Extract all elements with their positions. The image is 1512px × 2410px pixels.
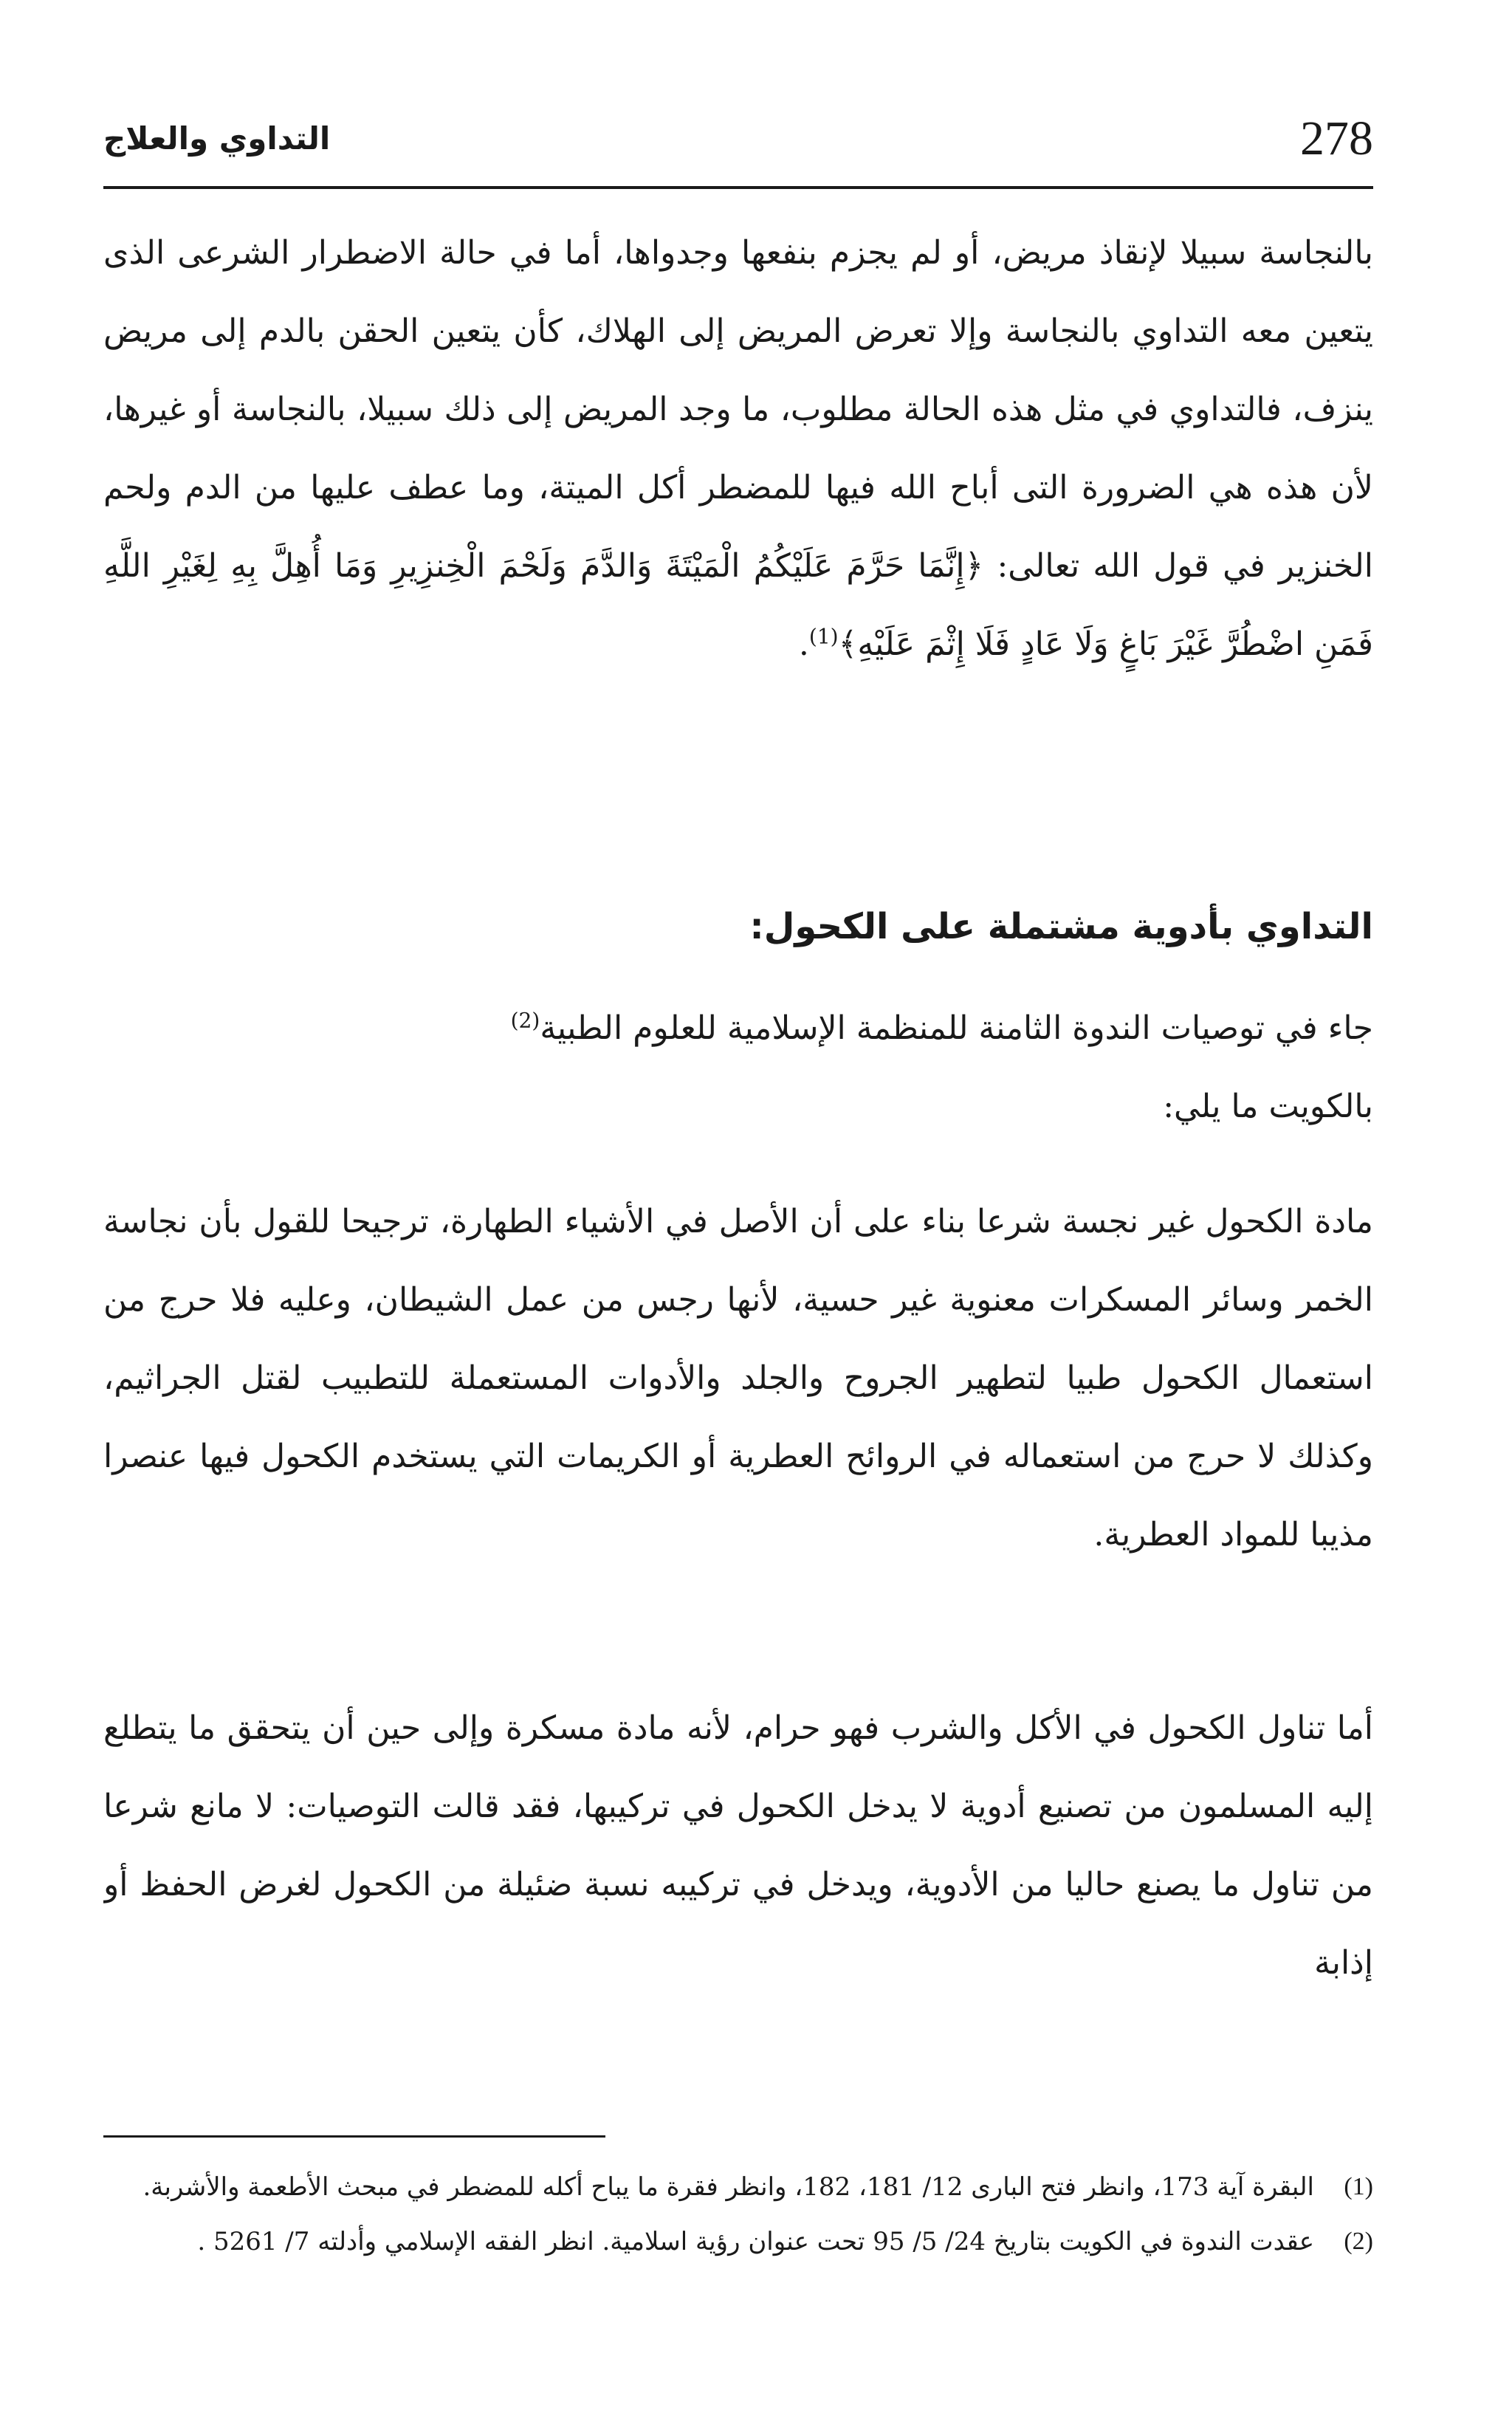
footnote-marker: (2) xyxy=(1344,2228,1373,2255)
footnote-marker: (1) xyxy=(1344,2173,1373,2200)
footnote-2 xyxy=(103,2218,1373,2265)
section-heading: التداوي بأدوية مشتملة على الكحول: xyxy=(749,906,1373,947)
paragraph-1-text: بالنجاسة سبيلا لإنقاذ مريض، أو لم يجزم بنفعها وجدواها، أما في حالة الاضطرار الشرعى الذى يتعين معه التداوي بالنجاسة وإلا تعرض المريض إلى الهلاك، كأن يتعين الحقن بالدم إلى مريض ينزف، فالتداوي في مثل هذه الحالة مطلوب، ما وجد المريض إلى ذلك سبيلا، بالنجاسة أو غيرها، لأن هذه هي الضرورة التى أباح الله فيها للمضطر أكل الميتة، وما عطف عليها من الدم ولحم الخنزير في قول الله تعالى: ﴿إِنَّمَا حَرَّمَ عَلَيْكُمُ الْمَيْتَةَ وَالدَّمَ وَلَحْمَ الْخِنزِيرِ وَمَا أُهِلَّ بِهِ لِغَيْرِ اللَّهِ فَمَنِ اضْطُرَّ غَيْرَ بَاغٍ وَلَا عَادٍ فَلَا إِثْمَ عَلَيْهِ﴾ xyxy=(103,234,1373,663)
footnote-text: عقدت الندوة في الكويت بتاريخ 24/ 5/ 95 تحت عنوان رؤية اسلامية. انظر الفقه الإسلامي وأدلته 7/ 5261 . xyxy=(197,2227,1314,2256)
page-header xyxy=(103,103,1373,192)
paragraph-4: أما تناول الكحول في الأكل والشرب فهو حرام، لأنه مادة مسكرة وإلى حين أن يتحقق ما يتطلع إليه المسلمون من تصنيع أدوية لا يدخل الكحول في تركيبها، فقد قالت التوصيات: لا مانع شرعا من تناول ما يصنع حاليا من الأدوية، ويدخل في تركيبه نسبة ضئيلة من الكحول لغرض الحفظ أو إذابة xyxy=(103,1709,1373,1982)
paragraph-2-text: جاء في توصيات الندوة الثامنة للمنظمة الإسلامية للعلوم الطبية xyxy=(540,1009,1373,1047)
paragraph-1 xyxy=(103,214,1373,827)
header-rule xyxy=(103,186,1373,189)
paragraph-2-end: بالكويت ما يلي: xyxy=(1163,1088,1373,1125)
footnotes xyxy=(103,2163,1373,2273)
footnote-ref-2[interactable]: (2) xyxy=(510,1008,540,1033)
page-number: 278 xyxy=(1300,111,1373,165)
footnote-rule xyxy=(103,2135,605,2138)
footnote-ref-1[interactable]: (1) xyxy=(808,624,839,649)
paragraph-1-end: . xyxy=(798,625,809,663)
running-title: التداوي والعلاج xyxy=(103,120,331,157)
paragraph-2 xyxy=(103,989,1373,1146)
footnote-text: البقرة آية 173، وانظر فتح البارى 12/ 181، 182، وانظر فقرة ما يباح أكله للمضطر في مبحث الأطعمة والأشربة. xyxy=(142,2172,1314,2202)
paragraph-3: مادة الكحول غير نجسة شرعا بناء على أن الأصل في الأشياء الطهارة، ترجيحا للقول بأن نجاسة الخمر وسائر المسكرات معنوية غير حسية، لأنها رجس من عمل الشيطان، وعليه فلا حرج من استعمال الكحول طبيا لتطهير الجروح والجلد والأدوات المستعملة للتطبيب لقتل الجراثيم، وكذلك لا حرج من استعماله في الروائح العطرية أو الكريمات التي يستخدم الكحول فيها عنصرا مذيبا للمواد العطرية. xyxy=(103,1203,1373,1554)
book-page xyxy=(103,103,1373,2333)
footnote-1 xyxy=(103,2163,1373,2211)
body-text xyxy=(103,214,1373,2081)
